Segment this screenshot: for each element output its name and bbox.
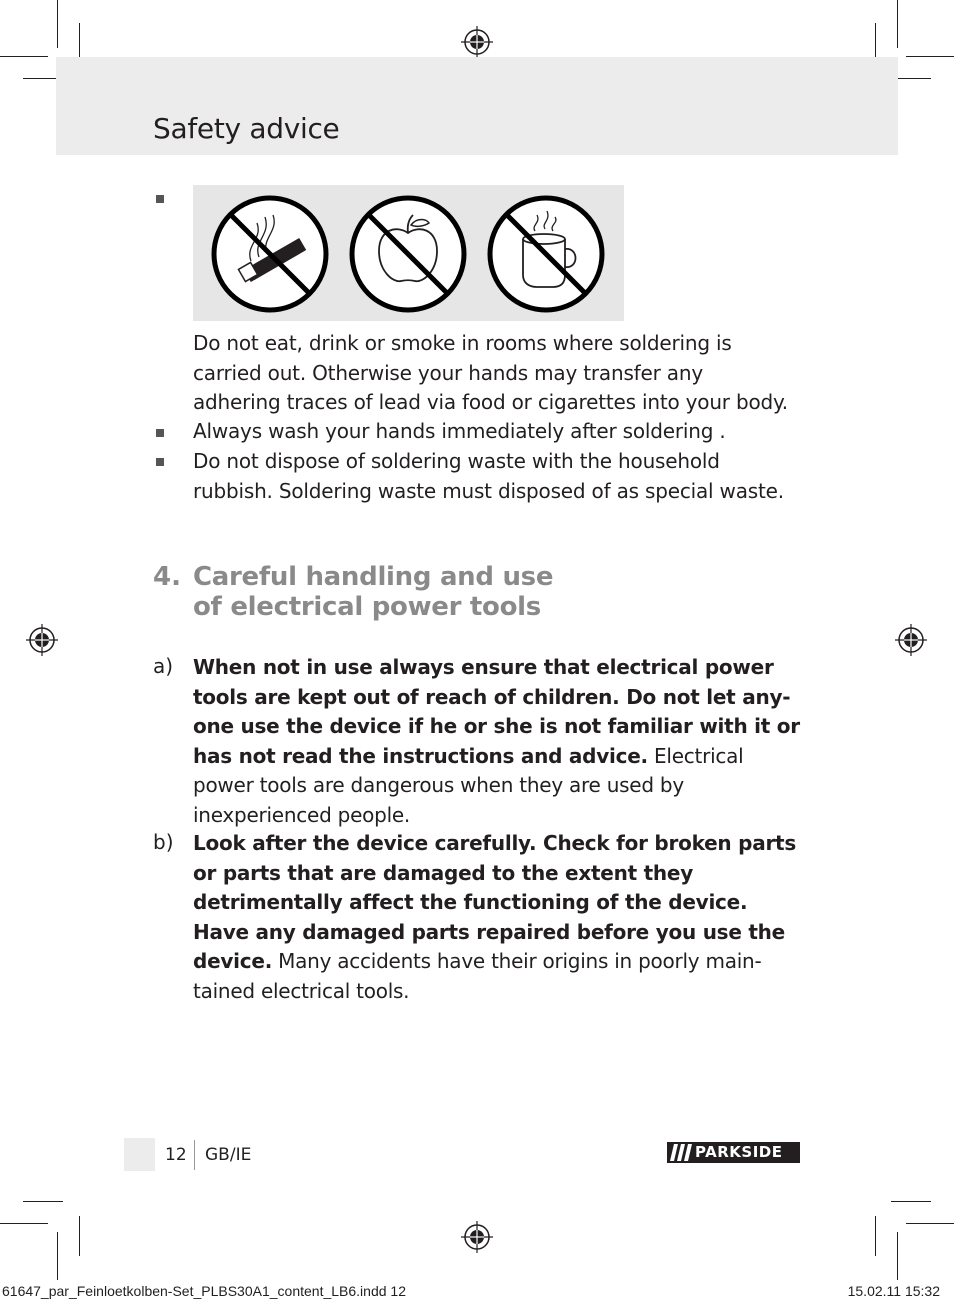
crop-mark	[891, 1201, 931, 1202]
brand-name: PARKSIDE	[695, 1143, 783, 1161]
bullet-square	[156, 458, 164, 466]
registration-mark-icon	[895, 624, 927, 656]
crop-mark	[0, 1223, 48, 1224]
footer-tab	[124, 1138, 155, 1171]
footer-divider	[194, 1140, 195, 1170]
crop-mark	[906, 56, 954, 57]
registration-mark-icon	[26, 624, 58, 656]
crop-mark	[897, 0, 898, 48]
slug-filename: 61647_par_Feinloetkolben-Set_PLBS30A1_content_LB6.indd 12	[2, 1283, 406, 1299]
item-bold-text: Look after the device carefully. Check for broken parts or parts that are damaged to the extent they detrimentally affect the functioning of the device. Have any damaged parts repaired before you use the device.	[193, 831, 797, 973]
slug-date: 15.02.11 15:32	[847, 1283, 940, 1299]
item-normal-text: Electrical power tools are dangerous when they are used by inexperienced people.	[193, 743, 744, 827]
crop-mark	[57, 1232, 58, 1280]
crop-mark	[0, 56, 48, 57]
no-smoking-icon	[211, 195, 329, 313]
section-heading-line: Careful handling and use	[193, 562, 554, 592]
registration-mark-icon	[461, 1221, 493, 1253]
item-label: b)	[153, 830, 174, 854]
logo-stripes-icon	[670, 1144, 692, 1161]
crop-mark	[906, 1223, 954, 1224]
item-text	[193, 829, 805, 1006]
pictogram-text: Do not eat, drink or smoke in rooms where soldering is carried out. Otherwise your hands may transfer any adhering traces of lead via food or cigarettes into your body.	[193, 331, 788, 414]
page-number: 12	[165, 1145, 187, 1165]
item-bold-text: When not in use always ensure that electrical power tools are kept out of reach of children. Do not let any-one use the device if he or she is not familiar with it or has not read the instructions and advice.	[193, 655, 800, 768]
section-heading-line: of electrical power tools	[193, 592, 541, 622]
page-title: Safety advice	[153, 112, 340, 145]
crop-mark	[79, 1216, 80, 1256]
section-heading	[193, 562, 553, 622]
item-label: a)	[153, 654, 174, 678]
bullet-square	[156, 429, 164, 437]
crop-mark	[897, 1232, 898, 1280]
item-normal-text: Many accidents have their origins in poorly main-tained electrical tools.	[193, 949, 762, 1003]
language-code: GB/IE	[205, 1145, 252, 1165]
crop-mark	[23, 1201, 63, 1202]
item-text	[193, 653, 805, 830]
registration-mark-icon	[461, 26, 493, 58]
pictogram-box	[193, 185, 624, 321]
brand-logo	[667, 1142, 800, 1163]
no-drinking-icon	[487, 195, 605, 313]
crop-mark	[57, 0, 58, 48]
crop-mark	[875, 1216, 876, 1256]
list-item: Do not dispose of soldering waste with the household rubbish. Soldering waste must disposed of as special waste.	[193, 449, 784, 503]
list-item: Always wash your hands immediately after soldering .	[193, 419, 726, 443]
section-number: 4.	[153, 562, 181, 592]
bullet-square	[156, 195, 164, 203]
no-eating-icon	[349, 195, 467, 313]
